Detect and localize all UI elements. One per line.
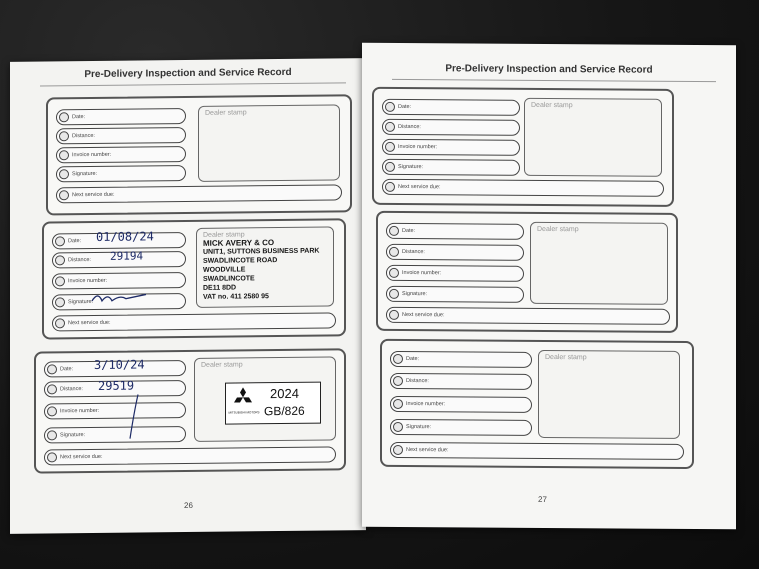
- radio-circle: [59, 112, 69, 122]
- next-service-label: Next service due:: [402, 311, 445, 319]
- distance-row: [56, 127, 186, 144]
- invoice-label: Invoice number:: [406, 401, 446, 408]
- stamp-line: WOODVILLE: [203, 266, 246, 274]
- radio-circle: [393, 445, 403, 455]
- date-label: Date:: [68, 238, 82, 245]
- right-page: [362, 43, 736, 530]
- invoice-label: Invoice number:: [398, 143, 438, 151]
- dealer-stamp-label: Dealer stamp: [531, 101, 573, 110]
- distance-label: Distance:: [406, 378, 429, 385]
- dealer-stamp-box: [198, 104, 340, 181]
- handwritten-distance: 29194: [110, 249, 144, 263]
- radio-circle: [47, 364, 57, 374]
- service-record-block-2: [42, 218, 346, 339]
- next-service-row: [386, 307, 670, 325]
- radio-circle: [385, 162, 395, 172]
- service-record-block-1: [46, 94, 352, 215]
- next-service-row: [44, 446, 336, 465]
- radio-circle: [385, 142, 395, 152]
- distance-label: Distance:: [60, 386, 83, 393]
- dealer-stamp-label: Dealer stamp: [203, 231, 245, 239]
- service-record-block-1: [372, 87, 674, 207]
- radio-circle: [385, 182, 395, 192]
- invoice-row: [44, 402, 186, 419]
- invoice-label: Invoice number:: [60, 407, 100, 415]
- invoice-label: Invoice number:: [68, 277, 108, 285]
- dealer-stamp-box: [194, 356, 336, 441]
- next-service-label: Next service due:: [406, 447, 449, 454]
- stamp-line: DE11 8DD: [203, 284, 237, 292]
- radio-circle: [59, 131, 69, 141]
- stamp-line: SWADLINCOTE ROAD: [203, 257, 278, 265]
- dealer-stamp-label: Dealer stamp: [545, 353, 587, 362]
- radio-circle: [47, 406, 57, 416]
- mitsubishi-logo-text: MITSUBISHI MOTORS: [228, 410, 260, 415]
- signature-label: Signature:: [402, 290, 428, 298]
- radio-circle: [47, 452, 57, 462]
- service-record-block-3: [380, 339, 694, 469]
- right-page-title: Pre-Delivery Inspection and Service Record: [445, 63, 653, 76]
- next-service-row: [56, 184, 342, 203]
- distance-label: Distance:: [72, 132, 95, 140]
- radio-circle: [385, 122, 395, 132]
- next-service-row: [382, 179, 664, 197]
- radio-circle: [393, 354, 403, 364]
- radio-circle: [393, 399, 403, 409]
- signature-row: [56, 165, 186, 182]
- stamp-year: 2024: [270, 385, 299, 402]
- dealer-stamp-box: [530, 222, 668, 305]
- distance-row: [390, 373, 532, 390]
- dealer-stamp-label: Dealer stamp: [201, 361, 243, 369]
- radio-circle: [393, 422, 403, 432]
- signature-label: Signature:: [68, 298, 94, 306]
- signature-row: [44, 426, 186, 443]
- date-row: [390, 351, 532, 368]
- date-label: Date:: [72, 114, 86, 121]
- signature-row: [390, 419, 532, 436]
- date-label: Date:: [60, 366, 74, 373]
- distance-row: [382, 119, 520, 136]
- invoice-row: [382, 139, 520, 156]
- next-service-label: Next service due:: [68, 319, 111, 327]
- handwritten-distance: 29519: [98, 378, 135, 393]
- date-row: [386, 223, 524, 240]
- radio-circle: [59, 190, 69, 200]
- next-service-label: Next service due:: [398, 183, 441, 191]
- dealer-stamp-text: [203, 238, 319, 302]
- distance-label: Distance:: [398, 123, 421, 131]
- mitsubishi-stamp: [225, 382, 321, 425]
- title-rule: [392, 79, 716, 82]
- date-label: Date:: [402, 227, 416, 235]
- dealer-stamp-box: [538, 350, 680, 439]
- radio-circle: [47, 384, 57, 394]
- date-row: [56, 108, 186, 125]
- signature-label: Signature:: [406, 424, 432, 431]
- dealer-stamp-label: Dealer stamp: [205, 109, 247, 117]
- radio-circle: [389, 289, 399, 299]
- distance-row: [386, 244, 524, 261]
- radio-circle: [55, 297, 65, 307]
- right-page-number: 27: [538, 494, 547, 504]
- dealer-stamp-label: Dealer stamp: [537, 225, 579, 234]
- radio-circle: [389, 247, 399, 257]
- signature-scribble: [90, 288, 150, 309]
- date-label: Date:: [398, 103, 412, 111]
- radio-circle: [389, 226, 399, 236]
- next-service-label: Next service due:: [72, 191, 115, 199]
- invoice-row: [390, 396, 532, 413]
- radio-circle: [55, 276, 65, 286]
- invoice-label: Invoice number:: [72, 151, 112, 159]
- signature-row: [386, 286, 524, 303]
- radio-circle: [393, 376, 403, 386]
- invoice-row: [56, 146, 186, 163]
- signature-label: Signature:: [72, 170, 98, 178]
- signature-label: Signature:: [398, 163, 424, 171]
- next-service-row: [390, 442, 684, 460]
- stamp-line: VAT no. 411 2580 95: [203, 293, 269, 301]
- date-label: Date:: [406, 356, 420, 363]
- date-row: [382, 99, 520, 116]
- stamp-line: SWADLINCOTE: [203, 275, 255, 283]
- stamp-line: MICK AVERY & CO: [203, 238, 275, 248]
- left-page-title: Pre-Delivery Inspection and Service Record: [84, 66, 292, 81]
- left-page-number: 26: [184, 500, 193, 511]
- radio-circle: [55, 255, 65, 265]
- radio-circle: [59, 169, 69, 179]
- distance-label: Distance:: [402, 248, 425, 256]
- left-page: [10, 58, 366, 534]
- signature-scribble: [124, 392, 144, 442]
- radio-circle: [389, 268, 399, 278]
- radio-circle: [59, 150, 69, 160]
- service-record-block-3: [34, 348, 346, 473]
- radio-circle: [55, 236, 65, 246]
- invoice-row: [386, 265, 524, 282]
- radio-circle: [47, 430, 57, 440]
- dealer-stamp-box: [524, 98, 662, 177]
- next-service-label: Next service due:: [60, 453, 103, 461]
- handwritten-date: 3/10/24: [94, 357, 145, 372]
- dealer-stamp-box: [196, 226, 334, 307]
- signature-row: [382, 159, 520, 176]
- handwritten-date: 01/08/24: [96, 229, 154, 244]
- mitsubishi-logo-icon: [232, 386, 254, 408]
- next-service-row: [52, 312, 336, 331]
- service-record-block-2: [376, 211, 678, 333]
- invoice-label: Invoice number:: [402, 269, 442, 277]
- distance-label: Distance:: [68, 257, 91, 264]
- signature-label: Signature:: [60, 432, 86, 439]
- radio-circle: [389, 310, 399, 320]
- radio-circle: [55, 318, 65, 328]
- title-rule: [40, 82, 346, 86]
- invoice-row: [52, 272, 186, 289]
- radio-circle: [385, 102, 395, 112]
- stamp-code: GB/826: [264, 403, 305, 419]
- stamp-line: UNIT1, SUTTONS BUSINESS PARK: [203, 247, 320, 256]
